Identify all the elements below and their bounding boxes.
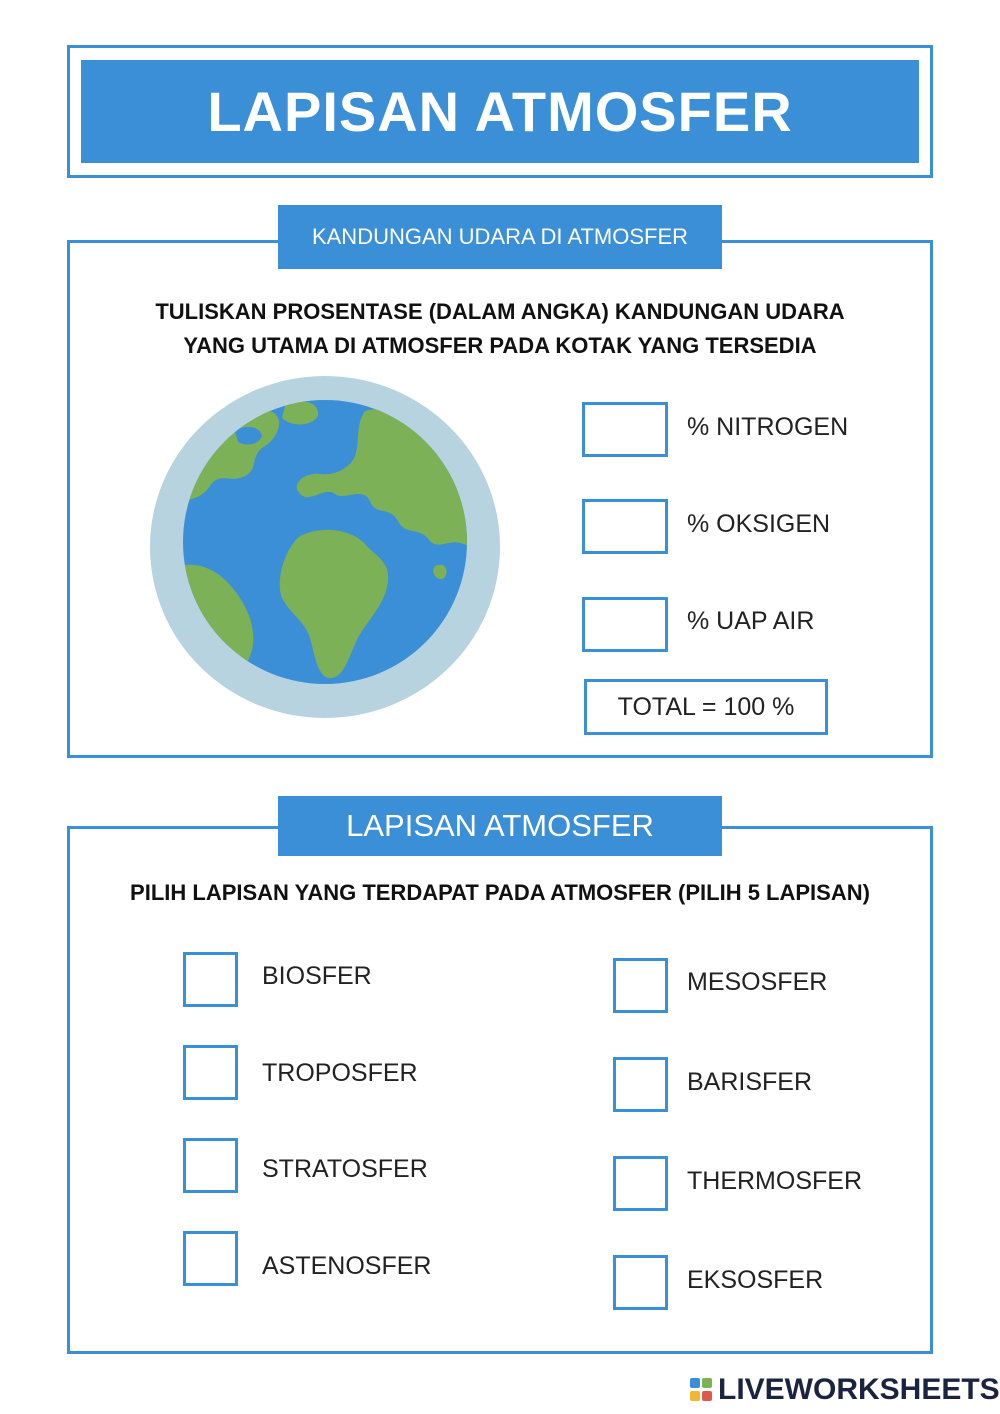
liveworksheets-logo-icon bbox=[690, 1376, 714, 1404]
checkbox-troposfer[interactable] bbox=[183, 1045, 238, 1100]
section-air-content-label: KANDUNGAN UDARA DI ATMOSFER bbox=[278, 205, 722, 269]
instruction-line-2: YANG UTAMA DI ATMOSFER PADA KOTAK YANG TERSEDIA bbox=[183, 333, 817, 358]
page-title: LAPISAN ATMOSFER bbox=[81, 60, 919, 163]
instruction-line-1: TULISKAN PROSENTASE (DALAM ANGKA) KANDUNGAN UDARA bbox=[155, 299, 845, 324]
checkbox-stratosfer[interactable] bbox=[183, 1138, 238, 1193]
option-label-biosfer: BIOSFER bbox=[262, 962, 372, 990]
checkbox-biosfer[interactable] bbox=[183, 952, 238, 1007]
nitrogen-percent-input[interactable] bbox=[582, 402, 668, 457]
liveworksheets-watermark bbox=[690, 1372, 1000, 1408]
option-label-troposfer: TROPOSFER bbox=[262, 1059, 418, 1087]
option-label-astenosfer: ASTENOSFER bbox=[262, 1252, 432, 1280]
option-label-mesosfer: MESOSFER bbox=[687, 968, 828, 996]
option-label-barisfer: BARISFER bbox=[687, 1068, 813, 1096]
checkbox-mesosfer[interactable] bbox=[613, 958, 668, 1013]
total-box: TOTAL = 100 % bbox=[584, 679, 828, 735]
checkbox-astenosfer[interactable] bbox=[183, 1231, 238, 1286]
checkbox-eksosfer[interactable] bbox=[613, 1255, 668, 1310]
section-air-content-instruction bbox=[90, 295, 910, 363]
option-label-stratosfer: STRATOSFER bbox=[262, 1155, 428, 1183]
watermark-text: LIVEWORKSHEETS bbox=[718, 1373, 1000, 1406]
section-layers-label: LAPISAN ATMOSFER bbox=[278, 796, 722, 856]
section-layers-instruction: PILIH LAPISAN YANG TERDAPAT PADA ATMOSFER (PILIH 5 LAPISAN) bbox=[130, 880, 870, 905]
option-label-thermosfer: THERMOSFER bbox=[687, 1167, 862, 1195]
checkbox-thermosfer[interactable] bbox=[613, 1156, 668, 1211]
water-vapor-percent-input[interactable] bbox=[582, 597, 668, 652]
oxygen-percent-input[interactable] bbox=[582, 499, 668, 554]
earth-globe-icon bbox=[150, 376, 500, 718]
nitrogen-label: % NITROGEN bbox=[687, 413, 849, 441]
water-vapor-label: % UAP AIR bbox=[687, 607, 815, 635]
option-label-eksosfer: EKSOSFER bbox=[687, 1266, 824, 1294]
oxygen-label: % OKSIGEN bbox=[687, 510, 831, 538]
checkbox-barisfer[interactable] bbox=[613, 1057, 668, 1112]
